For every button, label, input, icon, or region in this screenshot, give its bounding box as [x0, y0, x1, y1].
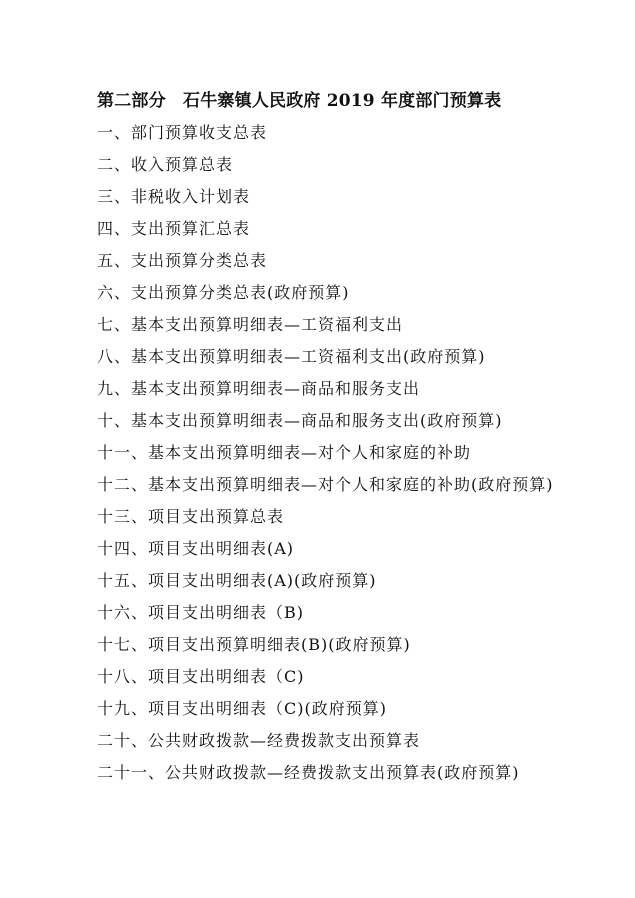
- toc-item: 七、基本支出预算明细表—工资福利支出: [97, 315, 404, 334]
- toc-item: 四、支出预算汇总表: [97, 219, 251, 238]
- toc-item: 六、支出预算分类总表(政府预算): [97, 283, 350, 302]
- toc-item: 十九、项目支出明细表（C)(政府预算): [97, 699, 387, 718]
- toc-item: 二十、公共财政拨款—经费拨款支出预算表: [97, 731, 421, 750]
- toc-item: 十八、项目支出明细表（C): [97, 667, 305, 686]
- toc-item: 三、非税收入计划表: [97, 187, 251, 206]
- toc-item: 十、基本支出预算明细表—商品和服务支出(政府预算): [97, 411, 503, 430]
- toc-item: 八、基本支出预算明细表—工资福利支出(政府预算): [97, 347, 486, 366]
- table-of-contents: [97, 117, 554, 789]
- toc-item: 二十一、公共财政拨款—经费拨款支出预算表(政府预算): [97, 763, 520, 782]
- toc-item: 十五、项目支出明细表(A)(政府预算): [97, 571, 377, 590]
- toc-item: 十一、基本支出预算明细表—对个人和家庭的补助: [97, 443, 472, 462]
- toc-item: 二、收入预算总表: [97, 155, 234, 174]
- toc-item: 一、部门预算收支总表: [97, 123, 268, 142]
- toc-item: 十二、基本支出预算明细表—对个人和家庭的补助(政府预算): [97, 475, 554, 494]
- toc-item: 十四、项目支出明细表(A): [97, 539, 295, 558]
- toc-item: 十三、项目支出预算总表: [97, 507, 285, 526]
- document-title: 第二部分 石牛寨镇人民政府 2019 年度部门预算表: [97, 91, 502, 111]
- toc-item: 五、支出预算分类总表: [97, 251, 268, 270]
- toc-item: 十六、项目支出明细表（B): [97, 603, 305, 622]
- toc-item: 十七、项目支出预算明细表(B)(政府预算): [97, 635, 411, 654]
- toc-item: 九、基本支出预算明细表—商品和服务支出: [97, 379, 421, 398]
